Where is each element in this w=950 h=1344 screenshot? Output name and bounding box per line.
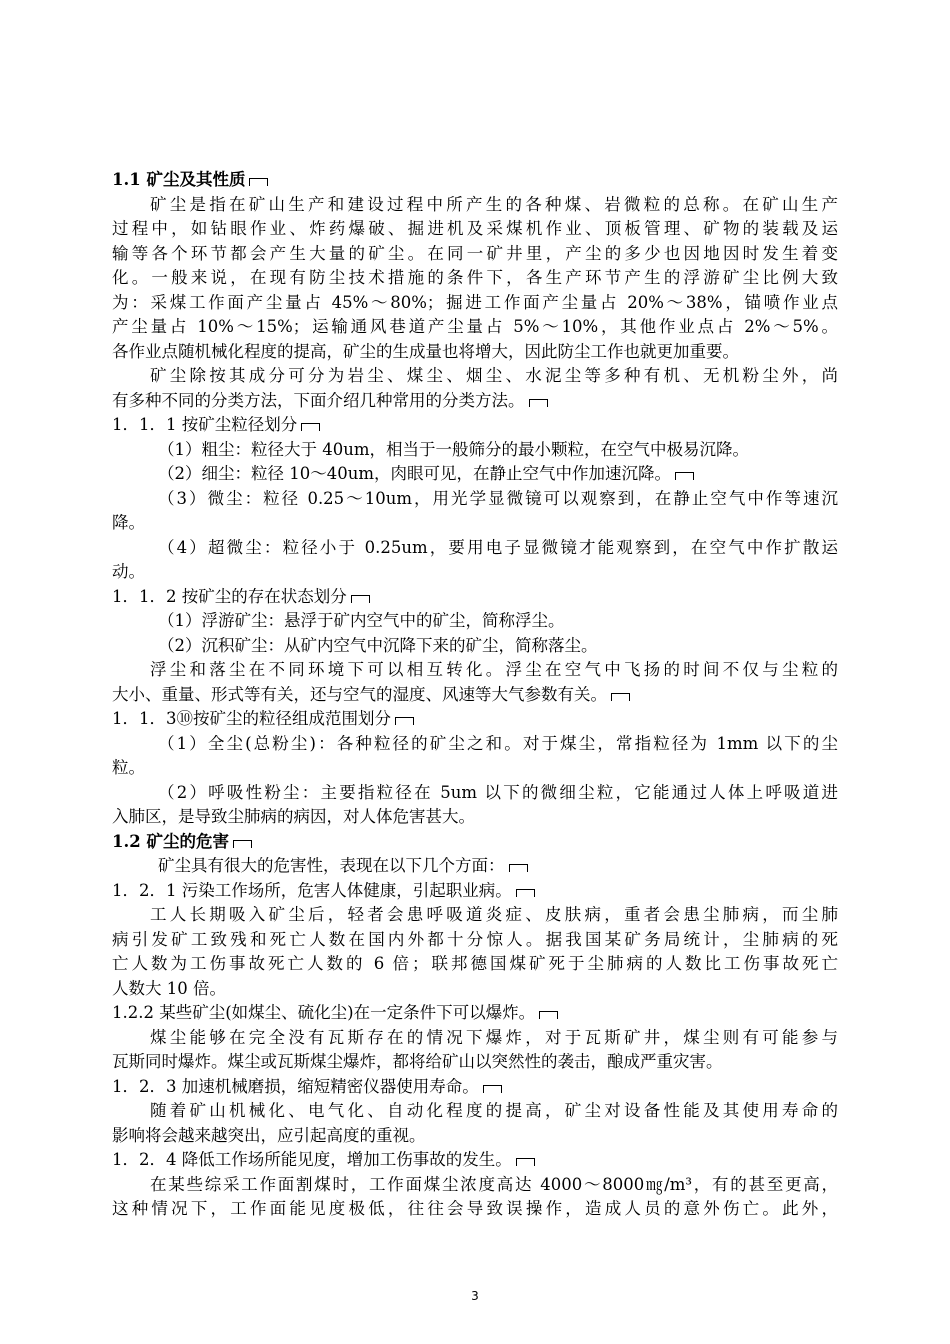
body-line: 人数大 10 倍。 bbox=[112, 978, 226, 998]
paragraph-mark-icon bbox=[483, 1085, 502, 1093]
subsection-heading: 1．1．1 按矿尘粒径划分 bbox=[112, 413, 838, 438]
body-line: 工人长期吸入矿尘后，轻者会患呼吸道炎症、皮肤病，重者会患尘肺病，而尘肺 bbox=[150, 905, 838, 924]
body-line: 这种情况下，工作面能见度极低，往往会导致误操作，造成人员的意外伤亡。此外， bbox=[112, 1199, 838, 1218]
list-item-continuation: 入肺区，是导致尘肺病的病因，对人体危害甚大。 bbox=[112, 807, 475, 826]
body-line: 化。一般来说，在现有防尘技术措施的条件下，各生产环节产生的浮游矿尘比例大致 bbox=[112, 268, 838, 287]
list-item: （1）浮游矿尘：悬浮于矿内空气中的矿尘，简称浮尘。 bbox=[158, 611, 565, 630]
body-line: 大小、重量、形式等有关，还与空气的湿度、风速等大气参数有关。 bbox=[112, 683, 838, 708]
body-line: 产尘量占 10%～15%；运输通风巷道产尘量占 5%～10%，其他作业点占 2%～5%。 bbox=[112, 317, 838, 336]
section-heading-1-1: 1.1 矿尘及其性质 bbox=[112, 168, 838, 193]
body-line: 病引发矿工致残和死亡人数在国内外都十分惊人。据我国某矿务局统计，尘肺病的死 bbox=[112, 929, 838, 949]
body-line: 矿尘具有很大的危害性，表现在以下几个方面： bbox=[112, 854, 838, 879]
paragraph-mark-icon bbox=[395, 717, 414, 725]
subsection-heading: 1.2.2 某些矿尘(如煤尘、硫化尘)在一定条件下可以爆炸。 bbox=[112, 1001, 838, 1026]
paragraph-mark-icon bbox=[301, 423, 320, 431]
paragraph-mark-icon bbox=[539, 1011, 558, 1019]
paragraph-mark-icon bbox=[509, 864, 528, 872]
document-body bbox=[112, 168, 838, 1222]
list-item: （1）全尘(总粉尘)：各种粒径的矿尘之和。对于煤尘，常指粒径为 1mm 以下的尘 bbox=[158, 733, 838, 753]
paragraph-mark-icon bbox=[516, 889, 535, 897]
body-line: 影响将会越来越突出，应引起高度的重视。 bbox=[112, 1125, 426, 1145]
body-line: 随着矿山机械化、电气化、自动化程度的提高，矿尘对设备性能及其使用寿命的 bbox=[150, 1101, 838, 1120]
list-item: （2）沉积矿尘：从矿内空气中沉降下来的矿尘，简称落尘。 bbox=[158, 635, 598, 655]
body-line: 为：采煤工作面产尘量占 45%～80%；掘进工作面产尘量占 20%～38%，锚喷作业点 bbox=[112, 292, 838, 312]
subsection-heading: 1．2．4 降低工作场所能见度，增加工伤事故的发生。 bbox=[112, 1148, 838, 1173]
body-line: 各作业点随机械化程度的提高，矿尘的生成量也将增大，因此防尘工作也就更加重要。 bbox=[112, 341, 739, 361]
body-line: 浮尘和落尘在不同环境下可以相互转化。浮尘在空气中飞扬的时间不仅与尘粒的 bbox=[150, 660, 838, 679]
body-line: 煤尘能够在完全没有瓦斯存在的情况下爆炸，对于瓦斯矿井，煤尘则有可能参与 bbox=[150, 1027, 838, 1047]
body-line: 矿尘除按其成分可分为岩尘、煤尘、烟尘、水泥尘等多种有机、无机粉尘外，尚 bbox=[150, 366, 838, 385]
paragraph-mark-icon bbox=[611, 693, 630, 701]
body-line: 矿尘是指在矿山生产和建设过程中所产生的各种煤、岩微粒的总称。在矿山生产 bbox=[150, 194, 838, 214]
subsection-heading: 1．1．2 按矿尘的存在状态划分 bbox=[112, 585, 838, 610]
list-item: （2）细尘：粒径 10～40um，肉眼可见，在静止空气中作加速沉降。 bbox=[112, 462, 838, 487]
list-item: （3）微尘：粒径 0.25～10um，用光学显微镜可以观察到，在静止空气中作等速沉 bbox=[158, 488, 838, 508]
body-line: 瓦斯同时爆炸。煤尘或瓦斯煤尘爆炸，都将给矿山以突然性的袭击，酿成严重灾害。 bbox=[112, 1052, 723, 1071]
paragraph-mark-icon bbox=[529, 399, 548, 407]
paragraph-mark-icon bbox=[351, 595, 370, 603]
body-line: 亡人数为工伤事故死亡人数的 6 倍；联邦德国煤矿死于尘肺病的人数比工伤事故死亡 bbox=[112, 954, 838, 973]
paragraph-mark-icon bbox=[233, 840, 252, 848]
subsection-heading: 1．2．1 污染工作场所，危害人体健康，引起职业病。 bbox=[112, 879, 838, 904]
body-line: 有多种不同的分类方法，下面介绍几种常用的分类方法。 bbox=[112, 389, 838, 414]
paragraph-mark-icon bbox=[249, 178, 268, 186]
paragraph-mark-icon bbox=[516, 1158, 535, 1166]
paragraph-mark-icon bbox=[675, 472, 694, 480]
body-line: 过程中，如钻眼作业、炸药爆破、掘进机及采煤机作业、顶板管理、矿物的装载及运 bbox=[112, 219, 838, 238]
list-item: （2）呼吸性粉尘：主要指粒径在 5um 以下的微细尘粒，它能通过人体上呼吸道进 bbox=[158, 782, 838, 802]
list-item: （1）粗尘：粒径大于 40um，相当于一般筛分的最小颗粒，在空气中极易沉降。 bbox=[158, 439, 750, 459]
list-item-continuation: 动。 bbox=[112, 562, 145, 581]
list-item: （4）超微尘：粒径小于 0.25um，要用电子显微镜才能观察到，在空气中作扩散运 bbox=[158, 537, 838, 557]
section-heading-1-2: 1.2 矿尘的危害 bbox=[112, 830, 838, 855]
page-number: 3 bbox=[471, 1289, 479, 1303]
subsection-heading: 1．2．3 加速机械磨损，缩短精密仪器使用寿命。 bbox=[112, 1075, 838, 1100]
list-item-continuation: 粒。 bbox=[112, 758, 145, 777]
subsection-heading: 1．1．3⑩按矿尘的粒径组成范围划分 bbox=[112, 707, 838, 732]
list-item-continuation: 降。 bbox=[112, 513, 145, 532]
body-line: 输等各个环节都会产生大量的矿尘。在同一矿井里，产尘的多少也因地因时发生着变 bbox=[112, 243, 838, 263]
body-line: 在某些综采工作面割煤时，工作面煤尘浓度高达 4000～8000㎎/m³，有的甚至更高， bbox=[150, 1174, 838, 1194]
